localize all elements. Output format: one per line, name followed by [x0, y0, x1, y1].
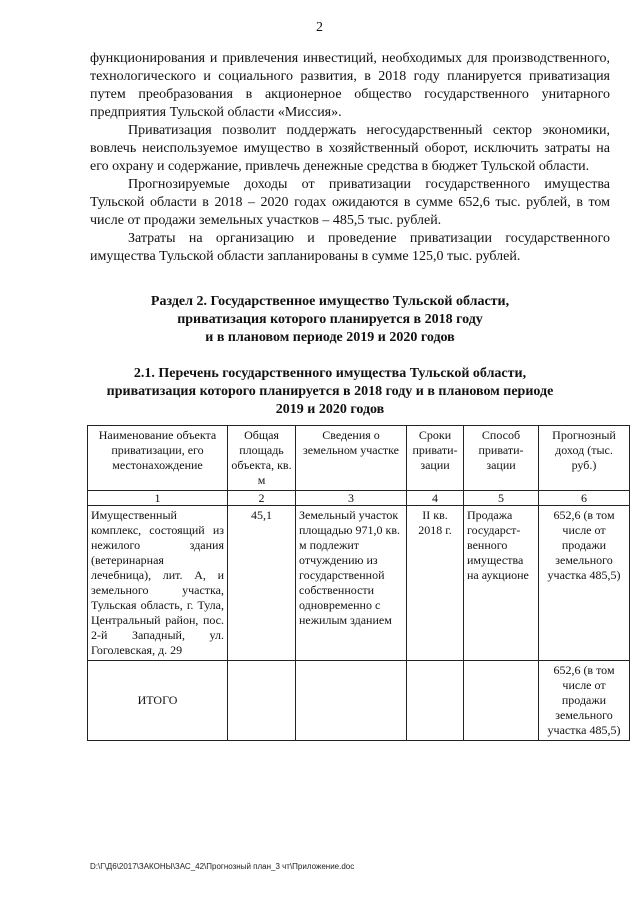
header-income: Прогнозный доход (тыс. руб.) [539, 426, 630, 491]
cell-method: Продажа государст-венного имущества на аукционе [464, 506, 539, 661]
column-number: 5 [464, 491, 539, 506]
table-row [88, 506, 630, 661]
cell-land-info: Земельный участок площадью 971,0 кв. м подлежит отчуждению из государственной собственности одновременно с нежилым зданием [296, 506, 407, 661]
cell-term: II кв. 2018 г. [407, 506, 464, 661]
column-number: 2 [228, 491, 296, 506]
section-title-line: приватизация которого планируется в 2018 году [177, 312, 483, 327]
subsection-title-line: приватизация которого планируется в 2018 году и в плановом периоде [106, 384, 554, 399]
cell-income: 652,6 (в том числе от продажи земельного участка 485,5) [539, 506, 630, 661]
header-term: Сроки привати-зации [407, 426, 464, 491]
section-title-line: Раздел 2. Государственное имущество Тульской области, [150, 294, 510, 309]
total-empty-cell [228, 661, 296, 741]
total-empty-cell [296, 661, 407, 741]
header-land-info: Сведения о земельном участке [296, 426, 407, 491]
subsection-title-line: 2.1. Перечень государственного имущества Тульской области, [133, 366, 527, 381]
body-text [90, 50, 610, 266]
paragraph-4: Затраты на организацию и проведение приватизации государственного имущества Тульской области запланированы в сумме 125,0 тыс. рублей. [90, 231, 610, 264]
header-object-name: Наименование объекта приватизации, его местонахождение [88, 426, 228, 491]
column-number: 6 [539, 491, 630, 506]
subsection-title [60, 365, 600, 419]
paragraph-1: функционирования и привлечения инвестиций, необходимых для производственного, технологического и социального развития, в 2018 году планируется приватизация путем преобразования в акционерное общество государственного унитарного предприятия Тульской области «Миссия». [90, 51, 610, 120]
header-method: Способ привати-зации [464, 426, 539, 491]
cell-object-name: Имущественный комплекс, состоящий из нежилого здания (ветеринарная лечебница), лит. А, и земельного участка, Тульская область, г. Тула, Центральный район, пос. 2-й Западный, ул. Гоголевская, д. 29 [88, 506, 228, 661]
section-title [60, 293, 600, 347]
paragraph-3: Прогнозируемые доходы от приватизации государственного имущества Тульской области в 2018 – 2020 годах ожидаются в сумме 652,6 тыс. рублей, в том числе от продажи земельных участков – 485,5 тыс. рублей. [90, 177, 610, 228]
total-label: ИТОГО [88, 661, 228, 741]
total-row [88, 661, 630, 741]
paragraph-2: Приватизация позволит поддержать негосударственный сектор экономики, вовлечь неиспользуемое имущество в хозяйственный оборот, исключить затраты на его охрану и содержание, привлечь денежные средства в бюджет Тульской области. [90, 123, 610, 174]
total-empty-cell [407, 661, 464, 741]
cell-area: 45,1 [228, 506, 296, 661]
column-number: 1 [88, 491, 228, 506]
column-number: 3 [296, 491, 407, 506]
column-number-row [88, 491, 630, 506]
table-header-row [88, 426, 630, 491]
privatization-table [87, 425, 630, 741]
page-number: 2 [316, 20, 323, 35]
header-area: Общая площадь объекта, кв. м [228, 426, 296, 491]
section-title-line: и в плановом периоде 2019 и 2020 годов [205, 330, 455, 345]
subsection-title-line: 2019 и 2020 годов [275, 402, 385, 417]
column-number: 4 [407, 491, 464, 506]
total-income: 652,6 (в том числе от продажи земельного участка 485,5) [539, 661, 630, 741]
total-empty-cell [464, 661, 539, 741]
footer-file-path: D:\Г\Д6\2017\ЗАКОНЫ\ЗАС_42\Прогнозный план_3 чт\Приложение.doc [90, 862, 355, 871]
